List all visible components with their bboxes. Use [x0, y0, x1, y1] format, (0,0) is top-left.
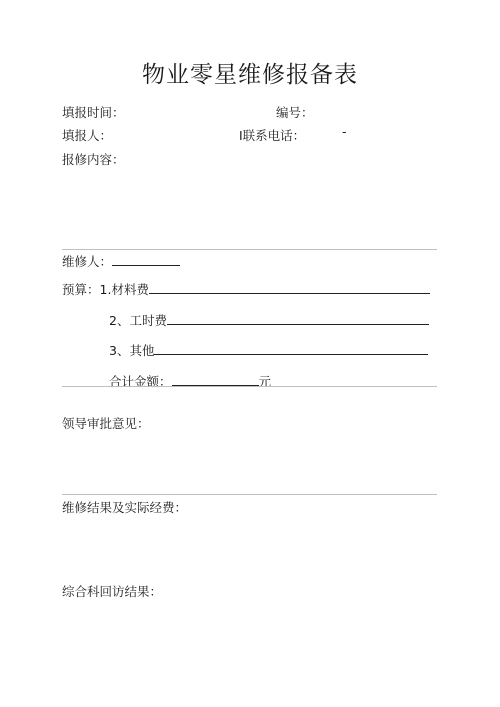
- material-fee-blank[interactable]: [149, 282, 430, 294]
- budget-row-1: [62, 280, 430, 298]
- budget-prefix: 预算：: [62, 282, 100, 297]
- page-title: 物业零星维修报备表: [142, 62, 358, 88]
- budget-row-2: [109, 311, 429, 329]
- fill-time-label: 填报时间：: [62, 105, 125, 120]
- other-fee-label: 3、其他: [109, 343, 155, 358]
- total-blank[interactable]: [172, 374, 259, 386]
- total-label: 合计金额：: [109, 374, 172, 389]
- section-divider: [62, 386, 437, 387]
- approval-label: 领导审批意见：: [62, 416, 150, 431]
- number-label: 编号：: [276, 105, 314, 120]
- total-row: [109, 372, 271, 390]
- section-divider: [62, 494, 437, 495]
- phone-label: I联系电话：: [239, 128, 306, 143]
- repairer-label: 维修人：: [62, 254, 113, 269]
- phone-dash: -: [342, 124, 347, 139]
- section-divider: [62, 249, 437, 250]
- repairer-row: [62, 252, 180, 270]
- material-fee-label: 1.材料费: [99, 282, 149, 297]
- labor-fee-blank[interactable]: [167, 313, 429, 325]
- result-label: 维修结果及实际经费：: [62, 500, 188, 515]
- repairer-blank[interactable]: [112, 254, 180, 266]
- other-fee-blank[interactable]: [154, 343, 428, 355]
- filler-label: 填报人：: [62, 128, 113, 143]
- labor-fee-label: 2、工时费: [109, 313, 167, 328]
- total-unit: 元: [258, 374, 272, 389]
- budget-row-3: [109, 341, 428, 359]
- repair-content-label: 报修内容：: [62, 152, 125, 167]
- followup-label: 综合科回访结果：: [62, 584, 163, 599]
